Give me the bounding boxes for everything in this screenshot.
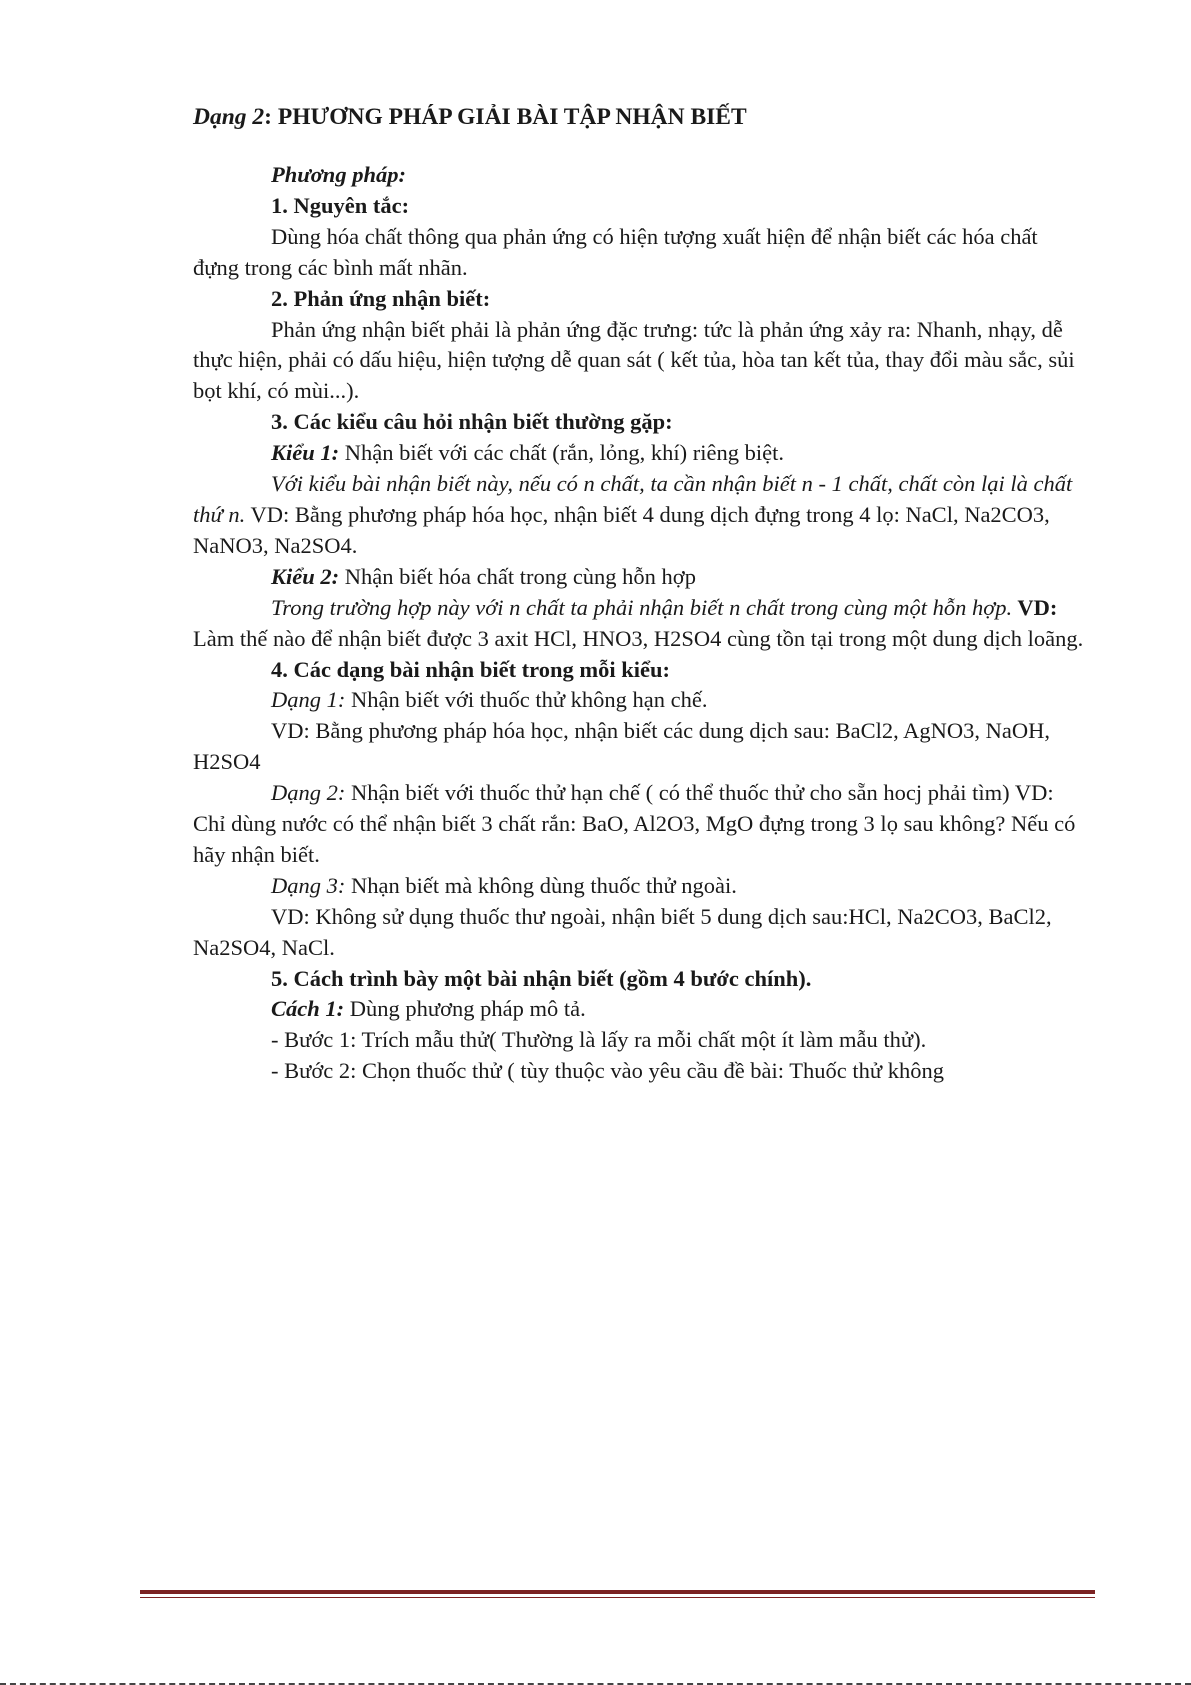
section-2-title: 2. Phản ứng nhận biết: [271,285,491,311]
form-3-example: VD: Không sử dụng thuốc thư ngoài, nhận biết 5 dung dịch sau:HCl, Na2CO3, BaCl2, Na2SO4, NaCl. [193,903,1052,960]
section-4-title: 4. Các dạng bài nhận biết trong mỗi kiểu: [271,656,671,682]
footer-rule-thin [140,1597,1095,1598]
title-prefix: Dạng 2 [193,104,265,130]
method-1-text: Dùng phương pháp mô tả. [344,996,586,1022]
form-2-line [193,778,1088,871]
section-1-body: Dùng hóa chất thông qua phản ứng có hiện tượng xuất hiện để nhận biết các hóa chất đựng trong các bình mất nhãn. [193,223,1038,280]
method-title: Phương pháp: [271,162,406,187]
type-2-vd-label: VD: [1012,594,1058,620]
step-1: - Bước 1: Trích mẫu thử( Thường là lấy ra mỗi chất một ít làm mẫu thử). [271,1027,927,1053]
form-2-text: Nhận biết với thuốc thử hạn chế ( có thể thuốc thử cho sẵn hocj phải tìm) VD: Chỉ dùng nước có thể nhận biết 3 chất rắn: BaO, Al2O3, MgO đựng trong 3 lọ sau không? Nếu có hãy nhận biết. [193,780,1076,867]
step-2: - Bước 2: Chọn thuốc thử ( tùy thuộc vào yêu cầu đề bài: Thuốc thử không [271,1058,944,1084]
form-1-label: Dạng 1: [271,687,346,713]
type-1-example: VD: Bằng phương pháp hóa học, nhận biết 4 dung dịch đựng trong 4 lọ: NaCl, Na2CO3, NaNO3, Na2SO4. [193,501,1050,558]
form-1-line [193,685,1088,716]
form-1-example: VD: Bằng phương pháp hóa học, nhận biết các dung dịch sau: BaCl2, AgNO3, NaOH, H2SO4 [193,718,1050,775]
type-2-text: Nhận biết hóa chất trong cùng hỗn hợp [339,563,696,589]
type-1-note [193,469,1088,562]
footer-rule [140,1590,1095,1594]
type-1-text: Nhận biết với các chất (rắn, lỏng, khí) riêng biệt. [339,440,785,466]
type-2-label: Kiểu 2: [271,563,340,589]
type-1-line [193,438,1088,469]
section-1-title: 1. Nguyên tắc: [271,192,410,218]
page-title [193,100,1088,134]
title-text: : PHƯƠNG PHÁP GIẢI BÀI TẬP NHẬN BIẾT [264,104,747,130]
type-2-italic-note: Trong trường hợp này với n chất ta phải nhận biết n chất trong cùng một hỗn hợp. [271,594,1013,620]
type-1-italic-note: Với kiểu bài nhận biết này, nếu có n chất, ta cần nhận biết n - 1 chất, chất còn lại là chất thứ n. [193,471,1073,527]
section-3-title: 3. Các kiểu câu hỏi nhận biết thường gặp: [271,409,673,435]
type-2-line [193,562,1088,593]
form-1-text: Nhận biết với thuốc thử không hạn chế. [345,687,708,713]
type-2-note [193,593,1088,655]
method-1-label: Cách 1: [271,996,345,1022]
form-3-line [193,871,1088,902]
type-2-example: Làm thế nào để nhận biết được 3 axit HCl, HNO3, H2SO4 cùng tồn tại trong một dung dịch loãng. [193,625,1084,651]
method-1-line [193,994,1088,1025]
form-3-text: Nhạn biết mà không dùng thuốc thử ngoài. [345,872,737,898]
form-3-label: Dạng 3: [271,872,346,898]
type-1-label: Kiểu 1: [271,440,340,466]
form-2-label: Dạng 2: [271,780,346,806]
page-content [193,100,1088,1087]
section-5-title: 5. Cách trình bày một bài nhận biết (gồm 4 bước chính). [271,965,812,991]
section-2-body: Phản ứng nhận biết phải là phản ứng đặc trưng: tức là phản ứng xảy ra: Nhanh, nhạy, dễ thực hiện, phải có dấu hiệu, hiện tượng dễ quan sát ( kết tủa, hòa tan kết tủa, thay đổi màu sắc, sủi bọt khí, có mùi...). [193,316,1075,404]
